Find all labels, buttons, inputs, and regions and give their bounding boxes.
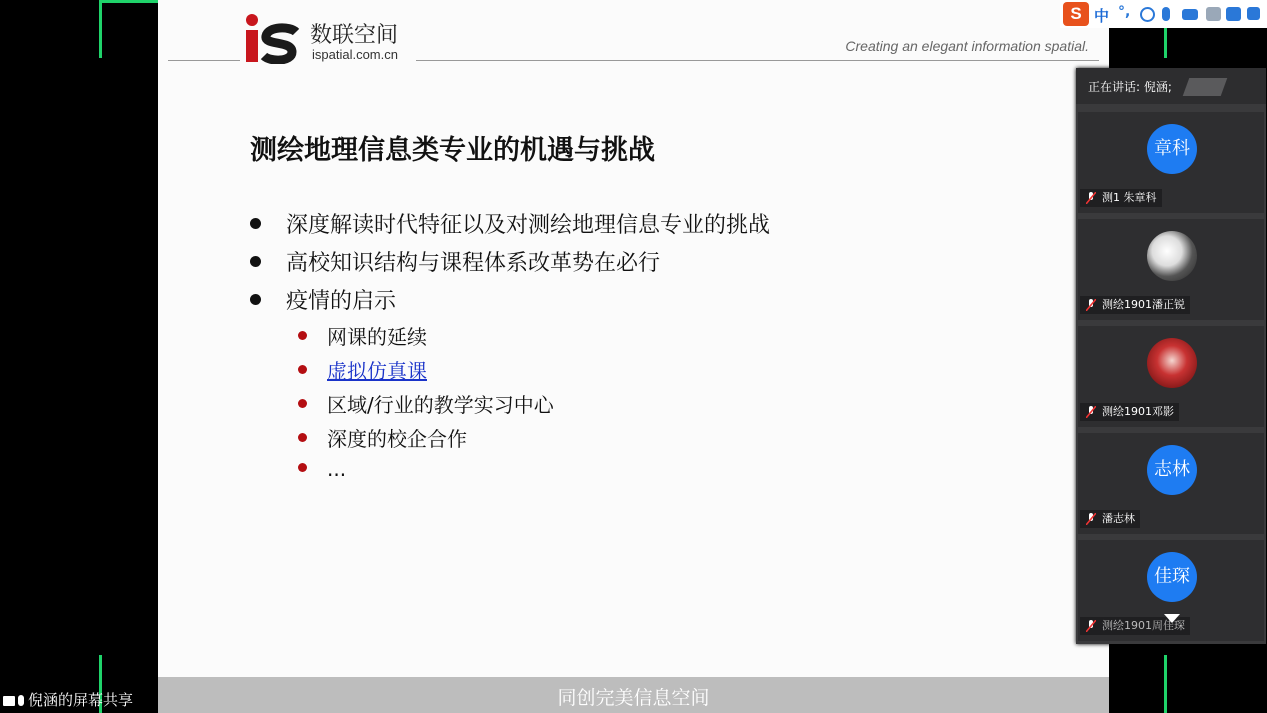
corner-mark bbox=[1164, 28, 1167, 58]
participant-name-tag bbox=[1080, 403, 1179, 421]
sub-bullet-text: 深度的校企合作 bbox=[327, 427, 467, 451]
microphone-icon bbox=[18, 695, 24, 706]
user-tools-icon[interactable] bbox=[1206, 7, 1221, 21]
mic-muted-icon bbox=[1086, 406, 1096, 418]
bullet-dot bbox=[250, 218, 261, 229]
screen-share-label bbox=[3, 689, 133, 710]
ispatial-logo-icon bbox=[244, 12, 302, 64]
panel-header bbox=[1076, 68, 1266, 104]
bullet-item bbox=[250, 246, 660, 277]
sub-bullet-dot bbox=[298, 365, 307, 374]
participant-tile[interactable] bbox=[1078, 540, 1264, 641]
sub-bullet-text: 网课的延续 bbox=[327, 325, 427, 349]
participant-name: 测1 朱章科 bbox=[1102, 191, 1157, 204]
participant-name-tag bbox=[1080, 510, 1140, 528]
voice-input-icon[interactable] bbox=[1162, 7, 1170, 21]
scroll-down-arrow-icon[interactable] bbox=[1164, 614, 1180, 623]
shared-slide bbox=[158, 0, 1109, 713]
participant-tile[interactable] bbox=[1078, 112, 1264, 213]
logo-url: ispatial.com.cn bbox=[312, 47, 398, 62]
participant-name: 测绘1901邓影 bbox=[1102, 405, 1174, 418]
sub-bullet-item bbox=[298, 355, 427, 384]
emoji-icon[interactable] bbox=[1140, 7, 1155, 22]
punctuation-icon[interactable]: °, bbox=[1118, 4, 1131, 20]
speaker-wave-icon bbox=[1183, 78, 1228, 96]
corner-mark bbox=[1164, 655, 1167, 713]
bullet-item bbox=[250, 284, 396, 315]
avatar bbox=[1147, 338, 1197, 388]
participant-tile[interactable] bbox=[1078, 219, 1264, 320]
mic-muted-icon bbox=[1086, 192, 1096, 204]
ime-toolbar[interactable] bbox=[1060, 0, 1267, 28]
participant-name-tag bbox=[1080, 189, 1162, 207]
corner-mark bbox=[99, 0, 159, 3]
avatar: 志林 bbox=[1147, 445, 1197, 495]
bullet-text: 疫情的启示 bbox=[286, 289, 397, 314]
sub-bullet-item bbox=[298, 321, 427, 350]
slide-tagline: Creating an elegant information spatial. bbox=[845, 38, 1089, 54]
skin-shirt-icon[interactable] bbox=[1226, 7, 1241, 21]
logo-chinese-name: 数联空间 bbox=[310, 23, 399, 48]
share-label-text: 倪涵的屏幕共享 bbox=[28, 691, 134, 709]
bullet-dot bbox=[250, 256, 261, 267]
slide-footer bbox=[158, 677, 1109, 713]
avatar bbox=[1147, 231, 1197, 281]
sub-bullet-item bbox=[298, 457, 346, 481]
screen-share-icon bbox=[3, 696, 15, 706]
header-divider bbox=[416, 60, 1099, 61]
footer-slogan: 同创完美信息空间 bbox=[557, 687, 710, 709]
speaking-indicator: 正在讲话: 倪涵; bbox=[1088, 80, 1172, 94]
participant-name: 测绘1901潘正锐 bbox=[1102, 298, 1185, 311]
keyboard-icon[interactable] bbox=[1182, 9, 1198, 20]
bullet-item bbox=[250, 208, 770, 239]
participants-panel bbox=[1076, 68, 1266, 644]
sub-bullet-link[interactable]: 虚拟仿真课 bbox=[327, 359, 427, 383]
sub-bullet-item bbox=[298, 389, 554, 418]
mic-muted-icon bbox=[1086, 620, 1096, 632]
bullet-text: 高校知识结构与课程体系改革势在必行 bbox=[286, 251, 661, 276]
bullet-text: 深度解读时代特征以及对测绘地理信息专业的挑战 bbox=[286, 213, 771, 238]
sub-bullet-dot bbox=[298, 399, 307, 408]
sub-bullet-item bbox=[298, 423, 467, 452]
ime-mode-toggle[interactable]: 中 bbox=[1094, 7, 1110, 25]
mic-muted-icon bbox=[1086, 299, 1096, 311]
bullet-dot bbox=[250, 294, 261, 305]
slide-title: 测绘地理信息类专业的机遇与挑战 bbox=[250, 135, 655, 166]
sub-bullet-text: ... bbox=[327, 457, 347, 481]
sogou-ime-icon[interactable]: S bbox=[1063, 2, 1089, 26]
avatar: 章科 bbox=[1147, 124, 1197, 174]
sub-bullet-dot bbox=[298, 463, 307, 472]
avatar: 佳琛 bbox=[1147, 552, 1197, 602]
participant-tile[interactable] bbox=[1078, 326, 1264, 427]
mic-muted-icon bbox=[1086, 513, 1096, 525]
sub-bullet-text: 区域/行业的教学实习中心 bbox=[327, 393, 554, 417]
participant-tile[interactable] bbox=[1078, 433, 1264, 534]
header-divider bbox=[168, 60, 240, 61]
participant-name-tag bbox=[1080, 296, 1190, 314]
participant-name: 测绘1901周佳琛 bbox=[1102, 619, 1185, 632]
corner-mark bbox=[99, 0, 102, 58]
participant-name: 潘志林 bbox=[1102, 512, 1135, 525]
toolbox-grid-icon[interactable] bbox=[1247, 7, 1260, 20]
sub-bullet-dot bbox=[298, 331, 307, 340]
sub-bullet-dot bbox=[298, 433, 307, 442]
